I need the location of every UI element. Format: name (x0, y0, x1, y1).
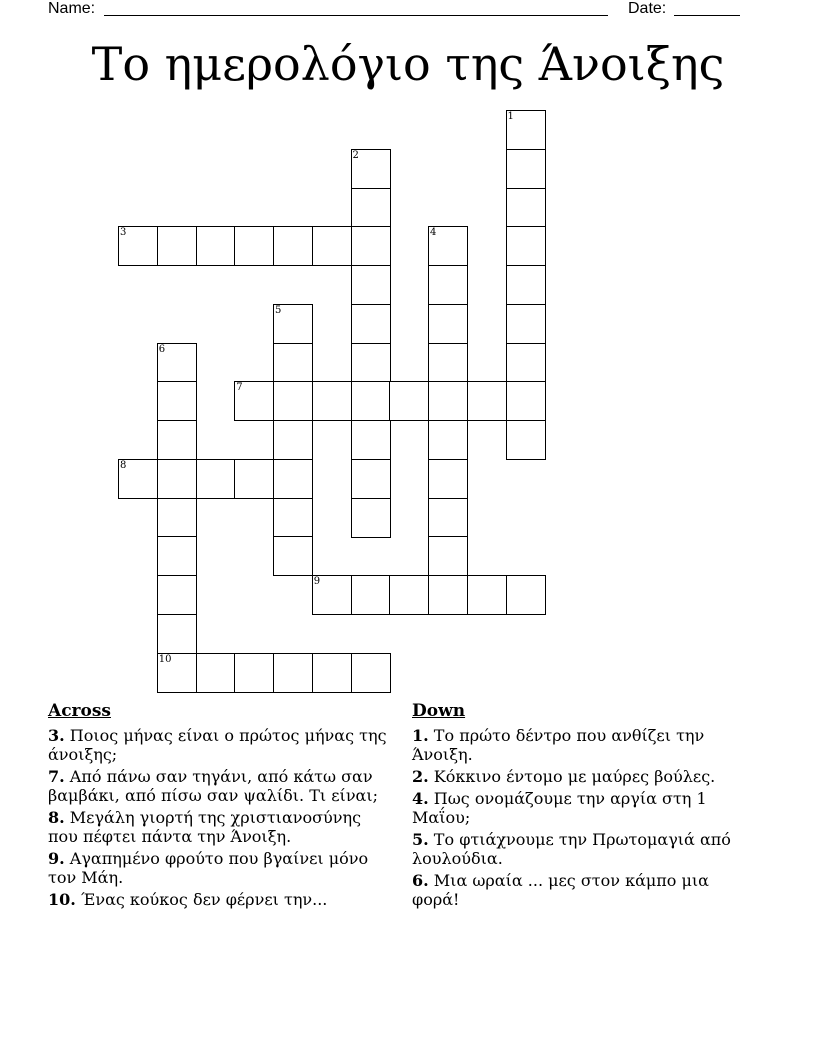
crossword-cell[interactable] (428, 265, 468, 305)
clue-number: 2 (352, 149, 359, 161)
crossword-cell[interactable] (428, 420, 468, 460)
crossword-cell[interactable] (467, 381, 507, 421)
crossword-cell[interactable] (428, 226, 468, 266)
clue-number-label: 9. (48, 849, 65, 868)
crossword-cell[interactable] (428, 304, 468, 344)
crossword-cell[interactable] (428, 536, 468, 576)
across-clue (48, 767, 393, 805)
clue-number: 7 (236, 382, 243, 394)
crossword-cell[interactable] (351, 149, 391, 189)
crossword-cell[interactable] (273, 304, 313, 344)
crossword-cell[interactable] (312, 381, 352, 421)
crossword-cell[interactable] (351, 420, 391, 460)
crossword-cell[interactable] (157, 498, 197, 538)
crossword-cell[interactable] (273, 343, 313, 383)
crossword-cell[interactable] (196, 459, 236, 499)
crossword-cell[interactable] (312, 575, 352, 615)
crossword-cell[interactable] (428, 498, 468, 538)
crossword-cell[interactable] (273, 459, 313, 499)
clue-number: 5 (275, 304, 282, 316)
crossword-cell[interactable] (273, 226, 313, 266)
crossword-cell[interactable] (506, 188, 546, 228)
crossword-cell[interactable] (157, 459, 197, 499)
crossword-cell[interactable] (428, 459, 468, 499)
down-clue (412, 726, 757, 764)
clue-number: 9 (313, 576, 321, 587)
clue-text: Κόκκινο έντομο με μαύρες βούλες. (433, 767, 716, 786)
crossword-cell[interactable] (234, 653, 274, 693)
crossword-cell[interactable] (506, 420, 546, 460)
clue-text: Το πρώτο δέντρο που ανθίζει την Άνοιξη. (412, 726, 705, 764)
crossword-cell[interactable] (506, 343, 546, 383)
crossword-cell[interactable] (234, 226, 274, 266)
clue-text: Από πάνω σαν τηγάνι, από κάτω σαν βαμβάκι, από πίσω σαν ψαλίδι. Τι είναι; (48, 767, 379, 805)
crossword-cell[interactable] (234, 459, 274, 499)
crossword-cell[interactable] (273, 653, 313, 693)
crossword-cell[interactable] (351, 498, 391, 538)
crossword-cell[interactable] (351, 343, 391, 383)
down-clue (412, 789, 757, 827)
clue-text: Πως ονομάζουμε την αργία στη 1 Μαΐου; (412, 789, 707, 827)
clue-text: Ένας κούκος δεν φέρνει την... (80, 890, 328, 909)
clue-number-label: 2. (412, 767, 429, 786)
down-heading: Down (412, 701, 466, 721)
crossword-cell[interactable] (351, 226, 391, 266)
crossword-cell[interactable] (312, 653, 352, 693)
crossword-cell[interactable] (234, 381, 274, 421)
crossword-cell[interactable] (312, 226, 352, 266)
crossword-cell[interactable] (506, 304, 546, 344)
crossword-cell[interactable] (118, 459, 158, 499)
crossword-cell[interactable] (467, 575, 507, 615)
crossword-cell[interactable] (506, 381, 546, 421)
crossword-cell[interactable] (157, 381, 197, 421)
down-clue-list (412, 726, 757, 909)
down-clue (412, 830, 757, 868)
crossword-cell[interactable] (157, 575, 197, 615)
clue-text: Μεγάλη γιορτή της χριστιανοσύνης που πέφτει πάντα την Άνοιξη. (48, 808, 362, 846)
crossword-cell[interactable] (428, 343, 468, 383)
down-clue (412, 767, 757, 786)
down-clues (412, 702, 757, 912)
clue-number-label: 1. (412, 726, 429, 745)
crossword-cell[interactable] (389, 575, 429, 615)
crossword-cell[interactable] (506, 149, 546, 189)
crossword-cell[interactable] (273, 381, 313, 421)
crossword-cell[interactable] (273, 498, 313, 538)
crossword-cell[interactable] (196, 653, 236, 693)
clue-number-label: 8. (48, 808, 65, 827)
across-clue (48, 849, 393, 887)
clue-text: Το φτιάχνουμε την Πρωτομαγιά από λουλούδια. (412, 830, 731, 868)
crossword-cell[interactable] (273, 420, 313, 460)
crossword-cell[interactable] (351, 653, 391, 693)
crossword-cell[interactable] (428, 381, 468, 421)
crossword-cell[interactable] (351, 459, 391, 499)
across-clue (48, 808, 393, 846)
clue-number-label: 10. (48, 890, 76, 909)
crossword-cell[interactable] (157, 420, 197, 460)
crossword-cell[interactable] (389, 381, 429, 421)
clue-number: 3 (120, 227, 127, 239)
clue-text: Ποιος μήνας είναι ο πρώτος μήνας της άνοιξης; (48, 726, 387, 764)
clue-number: 1 (507, 111, 514, 122)
clue-number-label: 5. (412, 830, 429, 849)
clue-number: 4 (430, 227, 437, 239)
across-clue (48, 726, 393, 764)
crossword-cell[interactable] (157, 653, 197, 693)
clue-number-label: 4. (412, 789, 429, 808)
crossword-cell[interactable] (351, 575, 391, 615)
name-label: Name: (48, 0, 96, 17)
clue-number-label: 6. (412, 871, 429, 890)
crossword-cell[interactable] (351, 304, 391, 344)
across-clues (48, 702, 393, 912)
crossword-cell[interactable] (506, 110, 546, 150)
clue-number-label: 7. (48, 767, 65, 786)
clue-text: Αγαπημένο φρούτο που βγαίνει μόνο τον Μάη. (48, 849, 369, 887)
date-label: Date: (628, 0, 667, 17)
across-heading: Across (48, 701, 111, 721)
crossword-cell[interactable] (351, 381, 391, 421)
crossword-cell[interactable] (273, 536, 313, 576)
crossword-cell[interactable] (157, 614, 197, 654)
page-title: Το ημερολόγιο της Άνοιξης (91, 37, 725, 91)
crossword-cell[interactable] (157, 536, 197, 576)
clue-number: 8 (120, 459, 127, 471)
crossword-cell[interactable] (351, 188, 391, 228)
crossword-cell[interactable] (506, 265, 546, 305)
crossword-cell[interactable] (506, 575, 546, 615)
crossword-cell[interactable] (351, 265, 391, 305)
clue-number-label: 3. (48, 726, 65, 745)
across-clue (48, 890, 393, 909)
down-clue (412, 871, 757, 909)
clue-text: Μια ωραία ... μες στον κάμπο μια φορά! (412, 871, 709, 909)
across-clue-list (48, 726, 393, 909)
crossword-cell[interactable] (118, 226, 158, 266)
crossword-cell[interactable] (196, 226, 236, 266)
crossword-cell[interactable] (157, 343, 197, 383)
crossword-cell[interactable] (428, 575, 468, 615)
clue-number: 10 (158, 653, 172, 665)
crossword-cell[interactable] (157, 226, 197, 266)
clue-number: 6 (158, 343, 166, 355)
crossword-cell[interactable] (506, 226, 546, 266)
